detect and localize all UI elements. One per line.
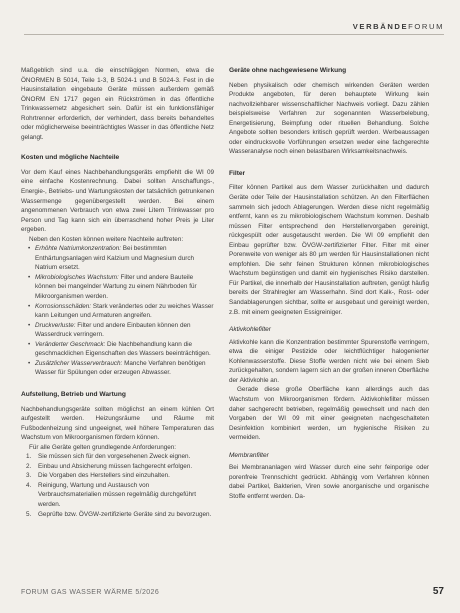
list-item-text: Filter und andere Bauteile können bei mangelnder Wartung zu einem Nährboden für Mikroorganismen werden. [35, 273, 197, 301]
list-item-text: Die Nachbehandlung kann die geschmacklichen Eigenschaften des Wassers beeinträchtigen. [35, 340, 211, 358]
requirements-list [21, 452, 214, 519]
list-item-text: Geprüfte bzw. ÖVGW-zertifizierte Geräte sind zu bevorzugen. [38, 510, 212, 518]
list-item-text: Reinigung, Wartung und Austausch von Verbrauchsmaterialien müssen regelmäßig durchgeführt werden. [38, 481, 196, 508]
list-item [28, 340, 214, 359]
no-effect-paragraph: Neben physikalisch oder chemisch wirkenden Geräten werden Produkte angeboten, für deren behauptete Wirkung kein nachvollziehbarer wissenschaftlicher Nachweis vorliegt. Dazu zählen beispielsweise Verfahren zur sogenannten Wasserbelebung, Energetisierung, Beimpfung oder rituellen Behandlung. Solche Angebote sollten besonders kritisch geprüft werden. Werbeaussagen oder eindrucksvolle Vorführungen ersetzen weder eine fachgerechte Wasseranalyse noch einen belastbaren Wirksamkeitsnachweis. [229, 81, 429, 156]
list-item [26, 471, 214, 481]
left-column [21, 66, 214, 519]
list-item-term: Druckverluste: [35, 321, 76, 329]
list-item [28, 359, 214, 378]
activated-paragraph-2: Gerade diese große Oberfläche kann allerdings auch das Wachstum von Mikroorganismen fördern. Aktivkohlefilter müssen daher sachgerecht betrieben, regelmäßig gewechselt und nach den Vorgaben der WI 09 mit einer geeigneten nachgeschalteten Desinfektion kombiniert werden, um hygienische Risiken zu vermeiden. [229, 386, 429, 442]
list-item-number: 4. [26, 481, 32, 489]
heading-costs: Kosten und mögliche Nachteile [21, 154, 120, 162]
filter-paragraph: Filter können Partikel aus dem Wasser zurückhalten und dadurch Geräte oder Teile der Hausinstallation schützen. An den Filterflächen sammeln sich jedoch Ablagerungen. Werden diese nicht regelmäßig entfernt, kann es zu mikrobiologischem Wachstum kommen. Deshalb müssen Filter entsprechend den Herstellervorgaben gereinigt, rückgespült oder ausgetauscht werden. Die WI 09 empfiehlt den Einbau geprüfter bzw. ÖVGW-zertifizierter Filter. Filter mit einer Porenweite von weniger als 80 µm werden für Hausinstallationen nicht empfohlen. Die sehr feinen Strukturen können mikrobiologisches Wachstum begünstigen und damit ein hygienisches Risiko darstellen. Für Partikel, die innerhalb der Hausinstallation auftreten, genügt häufig bereits der Strahlregler am Wasserhahn. Sind dort Kalk-, Rost- oder Sandablagerungen sichtbar, sollte er ausgebaut und gereinigt werden, z.B. mit einem geeigneten Essigreiniger. [229, 184, 429, 316]
heading-activated-carbon: Aktivkohlefilter [229, 326, 271, 334]
page-footer [21, 586, 444, 600]
list-item-number: 3. [26, 472, 32, 480]
list-item-term: Zusätzlicher Wasserverbrauch: [35, 359, 123, 367]
list-item [26, 510, 214, 520]
list-item [26, 462, 214, 472]
list-item-term: Erhöhte Natriumkonzentration: [35, 245, 122, 253]
list-item-number: 1. [26, 453, 32, 461]
page-header [0, 22, 460, 36]
header-rule [24, 34, 444, 35]
list-item-term: Veränderter Geschmack: [35, 340, 106, 348]
page-number: 57 [432, 586, 444, 597]
list-item-text: Die Vorgaben des Herstellers sind einzuhalten. [38, 472, 170, 480]
list-item-number: 5. [26, 510, 32, 518]
setup-paragraph-1: Nachbehandlungsgeräte sollten möglichst an einem kühlen Ort aufgestellt werden. Heizungsräume und Räume mit Fußbodenheizung sind ungeeignet, weil höhere Temperaturen das Wachstum von Mikroorganismen fördern können. [21, 405, 214, 442]
list-item-text: Einbau und Absicherung müssen fachgerecht erfolgen. [38, 462, 193, 470]
list-item-text: Bei bestimmten Enthärtungsanlagen wird Kalzium und Magnesium durch Natrium ersetzt. [35, 245, 195, 272]
list-item-text: Manche Verfahren benötigen Wasser für Spülungen oder erzeugen Abwasser. [35, 359, 206, 377]
section-label-bold: VERBÄNDE [352, 22, 409, 31]
list-item [28, 321, 214, 340]
disadvantages-list [21, 244, 214, 378]
list-item-term: Mikrobiologisches Wachstum: [35, 273, 119, 281]
setup-paragraph-2: Für alle Geräte gelten grundlegende Anforderungen: [29, 443, 177, 451]
list-item [28, 273, 214, 302]
list-item-text: Sie müssen sich für den vorgesehenen Zweck eignen. [38, 453, 191, 461]
activated-paragraph-1: Aktivkohle kann die Konzentration bestimmter Spurenstoffe verringern, etwa die einiger Pestizide oder leichtflüchtiger halogenierter Kohlenwasserstoffe. Diese Stoffe werden nicht wie bei einem Sieb zurückgehalten, sondern lagern sich an der großen inneren Oberfläche der Aktivkohle an. [229, 338, 429, 384]
list-item [26, 452, 214, 462]
list-item [28, 244, 214, 273]
list-item-text: Filter und andere Einbauten können den Wasserdruck verringern. [35, 321, 191, 339]
heading-no-effect: Geräte ohne nachgewiesene Wirkung [229, 67, 347, 74]
publication-info: FORUM GAS WASSER WÄRME 5/2026 [21, 589, 160, 596]
heading-filter: Filter [229, 169, 246, 177]
section-label [353, 22, 444, 31]
list-item [26, 481, 214, 510]
heading-membrane: Membranfilter [229, 451, 269, 459]
section-label-rest: FORUM [408, 22, 444, 31]
membrane-paragraph: Bei Membrananlagen wird Wasser durch eine sehr feinporige oder porenfreie Trennschicht gedrückt. Abhängig vom Verfahren können dabei Partikel, Bakterien, Viren sowie anorganische und organische Stoffe entfernt werden. Da- [229, 464, 429, 500]
list-item-number: 2. [26, 462, 32, 470]
list-item-term: Korrosionsschäden: [35, 302, 92, 310]
costs-paragraph-2: Neben den Kosten können weitere Nachteile auftreten: [29, 235, 184, 243]
list-item [28, 302, 214, 321]
right-column [229, 66, 429, 501]
intro-paragraph: Maßgeblich sind u.a. die einschlägigen Normen, etwa die ÖNORMEN B 5014, Teile 1-3, B 5024-1 und B 5024-3. Fest in die Hausinstallation eingebaute Geräte müssen außerdem gemäß ÖNORM EN 1717 gegen ein Rückströmen in das öffentliche Trinkwassernetz abgesichert sein. Dafür ist ein funktionsfähiger Rohrtrenner erforderlich, der verhindert, dass bereits behandeltes oder möglicherweise beeinträchtigtes Wasser in das öffentliche Netz gelangt. [21, 67, 214, 141]
costs-paragraph-1: Vor dem Kauf eines Nachbehandlungsgeräts empfiehlt die WI 09 eine einfache Kostenrechnung. Dabei sollten Anschaffungs-, Energie-, Betriebs- und Wartungskosten der tatsächlich getrunkenen Wassermenge gegenübergestellt werden. Bei einem angenommenen Verbrauch von etwa zwei Litern Trinkwasser pro Person und Tag kann sich ein überraschend hoher Preis je Liter ergeben. [21, 168, 214, 234]
list-item-text: Stark verändertes oder zu weiches Wasser kann Leitungen und Armaturen angreifen. [35, 302, 214, 320]
heading-setup: Aufstellung, Betrieb und Wartung [21, 390, 126, 398]
